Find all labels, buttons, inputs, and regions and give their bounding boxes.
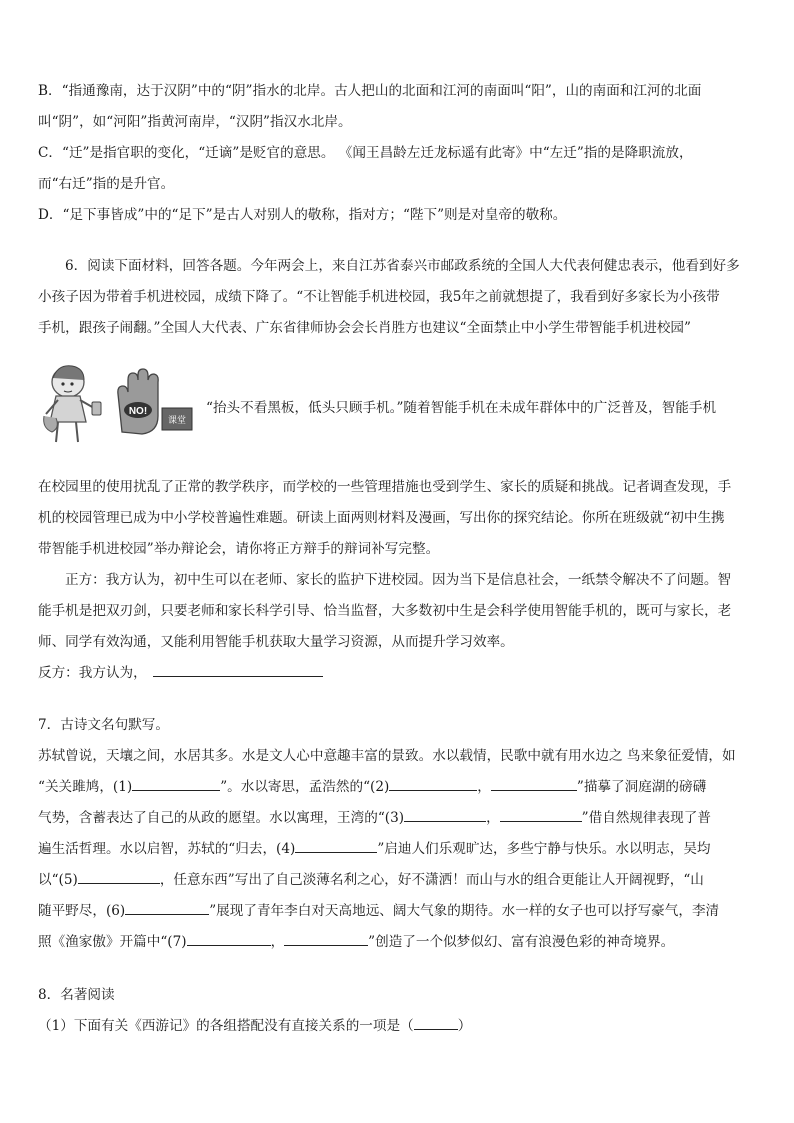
q6-line-9: 能手机是把双刃剑，只要老师和家长科学引导、恰当监督，大多数初中生是会科学使用智能手机的，既可与家长，老: [38, 603, 732, 619]
q7-blank-7a[interactable]: [187, 929, 271, 946]
question-6-body: [38, 472, 760, 689]
q7-blank-2b[interactable]: [491, 774, 577, 791]
q7-text: ”。水以寄思，孟浩然的“(2): [220, 779, 390, 795]
q7-line-3: [38, 803, 760, 834]
q6-figure-caption: [206, 393, 760, 424]
q7-text: ”借自然规律表现了普: [581, 810, 711, 826]
q8-title: 8．名著阅读: [38, 987, 115, 1003]
q6-line-3: 手机，跟孩子闹翻。”全国人大代表、广东省律师协会会长肖胜方也建议“全面禁止中小学生带智能手机进校园”: [38, 320, 691, 336]
cartoon-svg: [38, 362, 206, 446]
q6-line-10: 师、同学有效沟通，又能利用智能手机获取大量学习资源，从而提升学习效率。: [38, 634, 514, 650]
q7-text: ，: [486, 810, 500, 826]
question-7: [38, 710, 760, 958]
q7-text: ”创造了一个似梦似幻、富有浪漫色彩的神奇境界。: [368, 934, 675, 950]
q7-blank-7b[interactable]: [284, 929, 368, 946]
q7-blank-5[interactable]: [78, 867, 160, 884]
q7-text: ，: [270, 934, 285, 950]
q7-blank-6[interactable]: [125, 898, 209, 915]
stop-hand-icon: [118, 369, 158, 434]
q6-answer-line: [38, 658, 760, 689]
q7-line-1: 苏轼曾说，天壤之间，水居其多。水是文人心中意趣丰富的景致。水以载情，民歌中就有用水边之 鸟来象征爱情，如: [38, 748, 736, 764]
q6-line-1: 6．阅读下面材料，回答各题。今年两会上，来自江苏省泰兴市邮政系统的全国人大代表何健忠表示，他看到好多: [65, 258, 740, 274]
q7-text: “关关雎鸠，(1): [38, 779, 133, 795]
q6-line-2: 小孩子因为带着手机进校园，成绩下降了。“不让智能手机进校园，我5年之前就想提了，我看到好多家长为小孩带: [38, 289, 720, 305]
option-c-line-1: C．“迁”是指官职的变化，“迁谪”是贬官的意思。 《闻王昌龄左迁龙标遥有此寄》中“左迁”指的是降职流放，: [38, 145, 693, 161]
q6-line-4: “抬头不看黑板，低头只顾手机。”随着智能手机在未成年群体中的广泛普及，智能手机: [206, 400, 717, 416]
q7-text: 气势，含蓄表达了自己的从政的愿望。水以寓理，王湾的“(3): [38, 810, 405, 826]
q7-line-5: [38, 865, 760, 896]
options-block: [38, 76, 760, 231]
q7-line-4: [38, 834, 760, 865]
q7-line-6: [38, 896, 760, 927]
q7-blank-1[interactable]: [132, 774, 220, 791]
classroom-sign-icon: [162, 408, 192, 430]
no-sign-label: NO!: [128, 406, 148, 417]
q7-text: 照《渔家傲》开篇中“(7): [38, 934, 187, 950]
q6-line-5: 在校园里的使用扰乱了正常的教学秩序，而学校的一些管理措施也受到学生、家长的质疑和挑战。记者调查发现，手: [38, 479, 732, 495]
q6-line-6: 机的校园管理已成为中小学校普遍性难题。研读上面两则材料及漫画，写出你的探究结论。你所在班级就“初中生携: [38, 510, 725, 526]
cartoon-illustration: [38, 362, 206, 446]
q7-text: 随平野尽，(6): [38, 903, 126, 919]
phone-icon: [92, 402, 101, 415]
q6-line-7: 带智能手机进校园”举办辩论会，请你将正方辩手的辩词补写完整。: [38, 541, 440, 557]
q7-text: ”展现了青年李白对天高地远、阔大气象的期待。水一样的女子也可以抒写豪气，李清: [209, 903, 720, 919]
option-b-line-1: B．“指通豫南，达于汉阴”中的“阴”指水的北岸。古人把山的北面和江河的南面叫“阳”，山的南面和江河的北面: [38, 83, 702, 99]
option-b-line-2: 叫“阴”，如“河阳”指黄河南岸，“汉阴”指汉水北岸。: [38, 114, 352, 130]
student-figure-icon: [44, 366, 101, 442]
classroom-sign-label: 课堂: [167, 416, 187, 426]
q7-blank-4[interactable]: [295, 836, 377, 853]
q8-text: （1）下面有关《西游记》的各组搭配没有直接关系的一项是（: [38, 1018, 414, 1034]
q7-line-2: [38, 772, 760, 803]
q7-text: 以“(5): [38, 872, 78, 888]
q7-line-7: [38, 927, 760, 958]
q8-line-1: [38, 1011, 760, 1042]
q7-text: ”启迪人们乐观旷达，多些宁静与快乐。水以明志，吴均: [377, 841, 711, 857]
question-6-intro: [38, 251, 760, 344]
option-d-line-1: D．“足下事皆成”中的“足下”是古人对别人的敬称，指对方；“陛下”则是对皇帝的敬称。: [38, 207, 567, 223]
q7-blank-3a[interactable]: [404, 805, 486, 822]
q6-opposing-label: 反方：我方认为，: [38, 665, 147, 681]
q7-text: ”描摹了洞庭湖的磅礴: [576, 779, 707, 795]
option-c-line-2: 而“右迁”指的是升官。: [38, 176, 175, 192]
q8-text: ）: [457, 1018, 472, 1034]
q7-text: ，任意东西”写出了自己淡薄名利之心，好不潇洒！而山与水的组合更能让人开阔视野，“山: [159, 872, 704, 888]
q6-line-8: 正方：我方认为，初中生可以在老师、家长的监护下进校园。因为当下是信息社会，一纸禁令解决不了问题。智: [65, 572, 732, 588]
q8-answer-blank[interactable]: [414, 1013, 458, 1030]
q7-title: 7．古诗文名句默写。: [38, 717, 169, 733]
q7-blank-3b[interactable]: [500, 805, 582, 822]
q6-answer-blank[interactable]: [153, 658, 323, 677]
q7-text: 遍生活哲理。水以启智，苏轼的“归去，(4): [38, 841, 296, 857]
question-8: [38, 980, 760, 1042]
q7-text: ，: [477, 779, 491, 795]
q7-blank-2a[interactable]: [389, 774, 477, 791]
